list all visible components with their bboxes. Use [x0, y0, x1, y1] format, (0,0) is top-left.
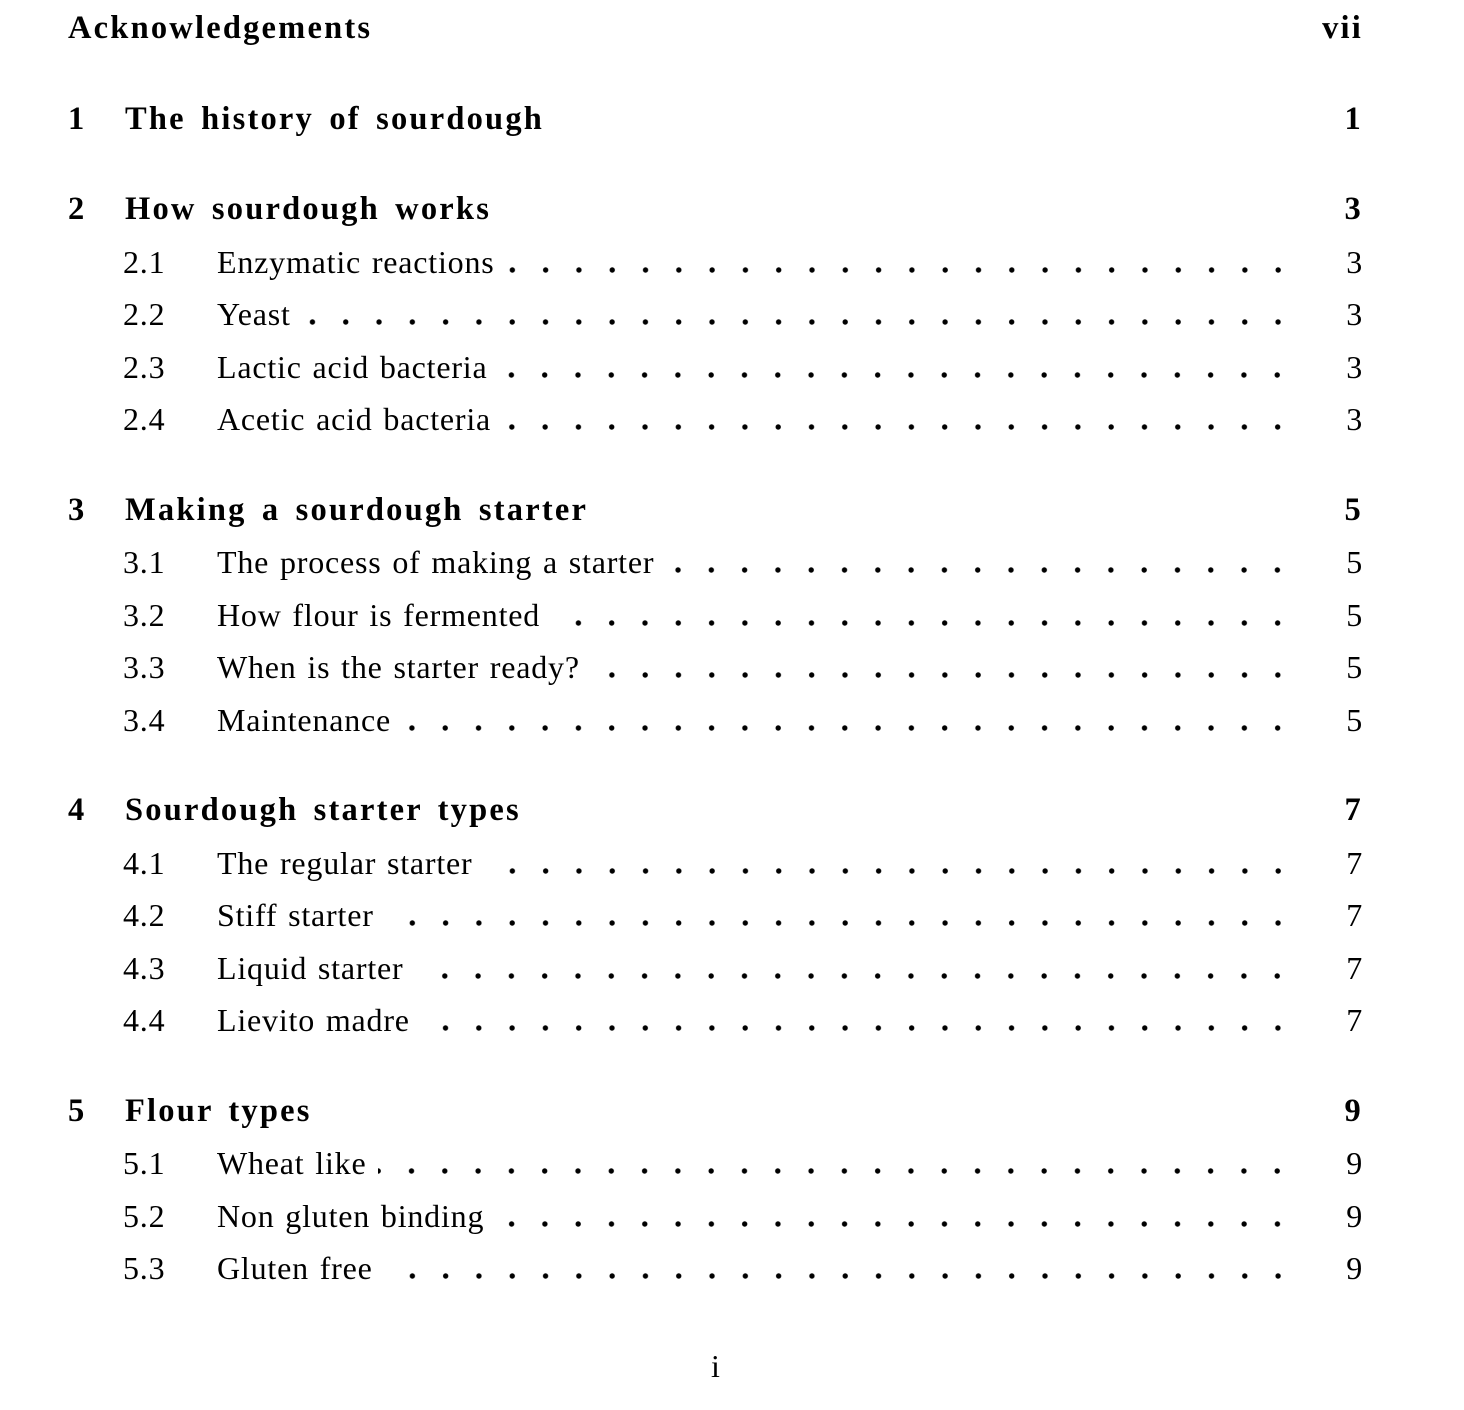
toc-entry-page: 9 [1346, 1197, 1363, 1234]
dot-leader [666, 567, 1281, 573]
toc-entry-frontmatter[interactable] [68, 2, 1363, 55]
dot-leader [496, 1221, 1281, 1227]
toc-entry-page: 7 [1346, 949, 1363, 986]
toc-entry-2.4[interactable] [68, 393, 1363, 446]
toc-entry-page: 5 [1346, 544, 1363, 580]
toc-entry-title: Flour types [125, 1092, 312, 1129]
toc-entry-title: How flour is fermented [217, 596, 541, 633]
toc-entry-page: 5 [1346, 596, 1363, 633]
toc-entry-number: 2.1 [123, 243, 166, 280]
toc-entry-page: 9 [1344, 1092, 1363, 1129]
toc-entry-title: The regular starter [217, 844, 473, 881]
toc-entry-4.2[interactable] [68, 889, 1363, 942]
toc-entry-2[interactable] [68, 183, 1363, 236]
toc-entry-number: 4.2 [123, 897, 166, 933]
toc-entry-page: 3 [1346, 401, 1363, 437]
toc-entry-title: Lactic acid bacteria [217, 348, 488, 385]
toc-entry-5[interactable] [68, 1085, 1363, 1138]
toc-entry-title: The process of making a starter [217, 544, 655, 580]
toc-entry-page: 7 [1346, 1002, 1363, 1038]
dot-leader [499, 372, 1281, 378]
toc-entry-3.2[interactable] [68, 589, 1363, 642]
toc-entry-page: 9 [1346, 1250, 1363, 1286]
dot-leader [403, 725, 1281, 731]
toc-entry-number: 2.2 [123, 296, 166, 332]
toc-entry-title: Acetic acid bacteria [217, 401, 492, 437]
toc-entry-page: 3 [1346, 296, 1363, 332]
toc-entry-page: 3 [1346, 243, 1363, 280]
toc-entry-4[interactable] [68, 784, 1363, 837]
toc-entry-number: 2.3 [123, 348, 166, 385]
dot-leader [422, 1025, 1281, 1031]
toc-entry-page: 3 [1346, 348, 1363, 385]
toc-entry-number: 5.2 [123, 1197, 166, 1234]
toc-entry-title: Enzymatic reactions [217, 243, 495, 280]
toc-entry-number: 1 [68, 100, 87, 137]
toc-entry-title: When is the starter ready? [217, 649, 580, 685]
toc-entry-page: 7 [1346, 844, 1363, 881]
toc-entry-page: 9 [1346, 1145, 1363, 1181]
dot-leader [503, 424, 1281, 430]
toc-entry-title: Wheat like [217, 1145, 367, 1181]
toc-entry-number: 5.1 [123, 1145, 166, 1181]
toc-entry-page: 5 [1346, 649, 1363, 685]
toc-entry-number: 2 [68, 191, 87, 227]
toc-entry-title: Liquid starter [217, 949, 404, 986]
toc-entry-title: Stiff starter [217, 897, 374, 933]
dot-leader [507, 267, 1281, 273]
toc-entry-title: Gluten free [217, 1250, 373, 1286]
toc-entry-3[interactable] [68, 484, 1363, 537]
toc-entry-3.4[interactable] [68, 694, 1363, 747]
dot-leader [303, 319, 1281, 325]
toc-entry-5.1[interactable] [68, 1137, 1363, 1190]
toc-entry-1[interactable] [68, 93, 1363, 146]
toc-entry-5.2[interactable] [68, 1190, 1363, 1243]
toc-entry-page: 5 [1346, 701, 1363, 738]
toc-entry-page: 7 [1344, 792, 1363, 828]
toc-entry-title: Acknowledgements [68, 10, 373, 46]
toc-entry-page: vii [1322, 10, 1363, 46]
table-of-contents [68, 0, 1363, 1295]
toc-entry-title: Maintenance [217, 701, 392, 738]
toc-entry-number: 5.3 [123, 1250, 166, 1286]
toc-entry-number: 5 [68, 1092, 87, 1129]
dot-leader [378, 1168, 1281, 1174]
toc-entry-title: The history of sourdough [125, 100, 545, 137]
dot-leader [415, 973, 1281, 979]
toc-entry-title: Non gluten binding [217, 1197, 485, 1234]
toc-entry-title: Yeast [217, 296, 291, 332]
toc-entry-number: 3.4 [123, 701, 166, 738]
toc-entry-page: 3 [1344, 191, 1363, 227]
toc-entry-number: 4.4 [123, 1002, 166, 1038]
toc-entry-2.2[interactable] [68, 288, 1363, 341]
toc-entry-number: 3 [68, 491, 87, 528]
toc-entry-title: How sourdough works [125, 191, 492, 227]
footer-page-number: i [711, 1348, 720, 1384]
toc-entry-number: 3.2 [123, 596, 166, 633]
toc-entry-3.1[interactable] [68, 536, 1363, 589]
toc-entry-3.3[interactable] [68, 641, 1363, 694]
toc-entry-page: 1 [1344, 100, 1363, 137]
toc-entry-4.4[interactable] [68, 994, 1363, 1047]
toc-entry-title: Making a sourdough starter [125, 491, 589, 528]
toc-entry-number: 4 [68, 792, 87, 828]
dot-leader [485, 868, 1281, 874]
toc-entry-number: 3.3 [123, 649, 166, 685]
dot-leader [385, 1273, 1281, 1279]
toc-entry-4.3[interactable] [68, 942, 1363, 995]
toc-entry-number: 4.3 [123, 949, 166, 986]
toc-entry-5.3[interactable] [68, 1242, 1363, 1295]
toc-entry-2.1[interactable] [68, 236, 1363, 289]
toc-entry-number: 3.1 [123, 544, 166, 580]
toc-entry-number: 2.4 [123, 401, 166, 437]
toc-entry-4.1[interactable] [68, 837, 1363, 890]
dot-leader [592, 672, 1281, 678]
toc-entry-page: 5 [1344, 491, 1363, 528]
dot-leader [386, 920, 1281, 926]
toc-entry-page: 7 [1346, 897, 1363, 933]
toc-entry-2.3[interactable] [68, 341, 1363, 394]
dot-leader [552, 620, 1281, 626]
page-footer [68, 1340, 1363, 1393]
toc-entry-number: 4.1 [123, 844, 166, 881]
toc-entry-title: Sourdough starter types [125, 792, 521, 828]
toc-entry-title: Lievito madre [217, 1002, 410, 1038]
